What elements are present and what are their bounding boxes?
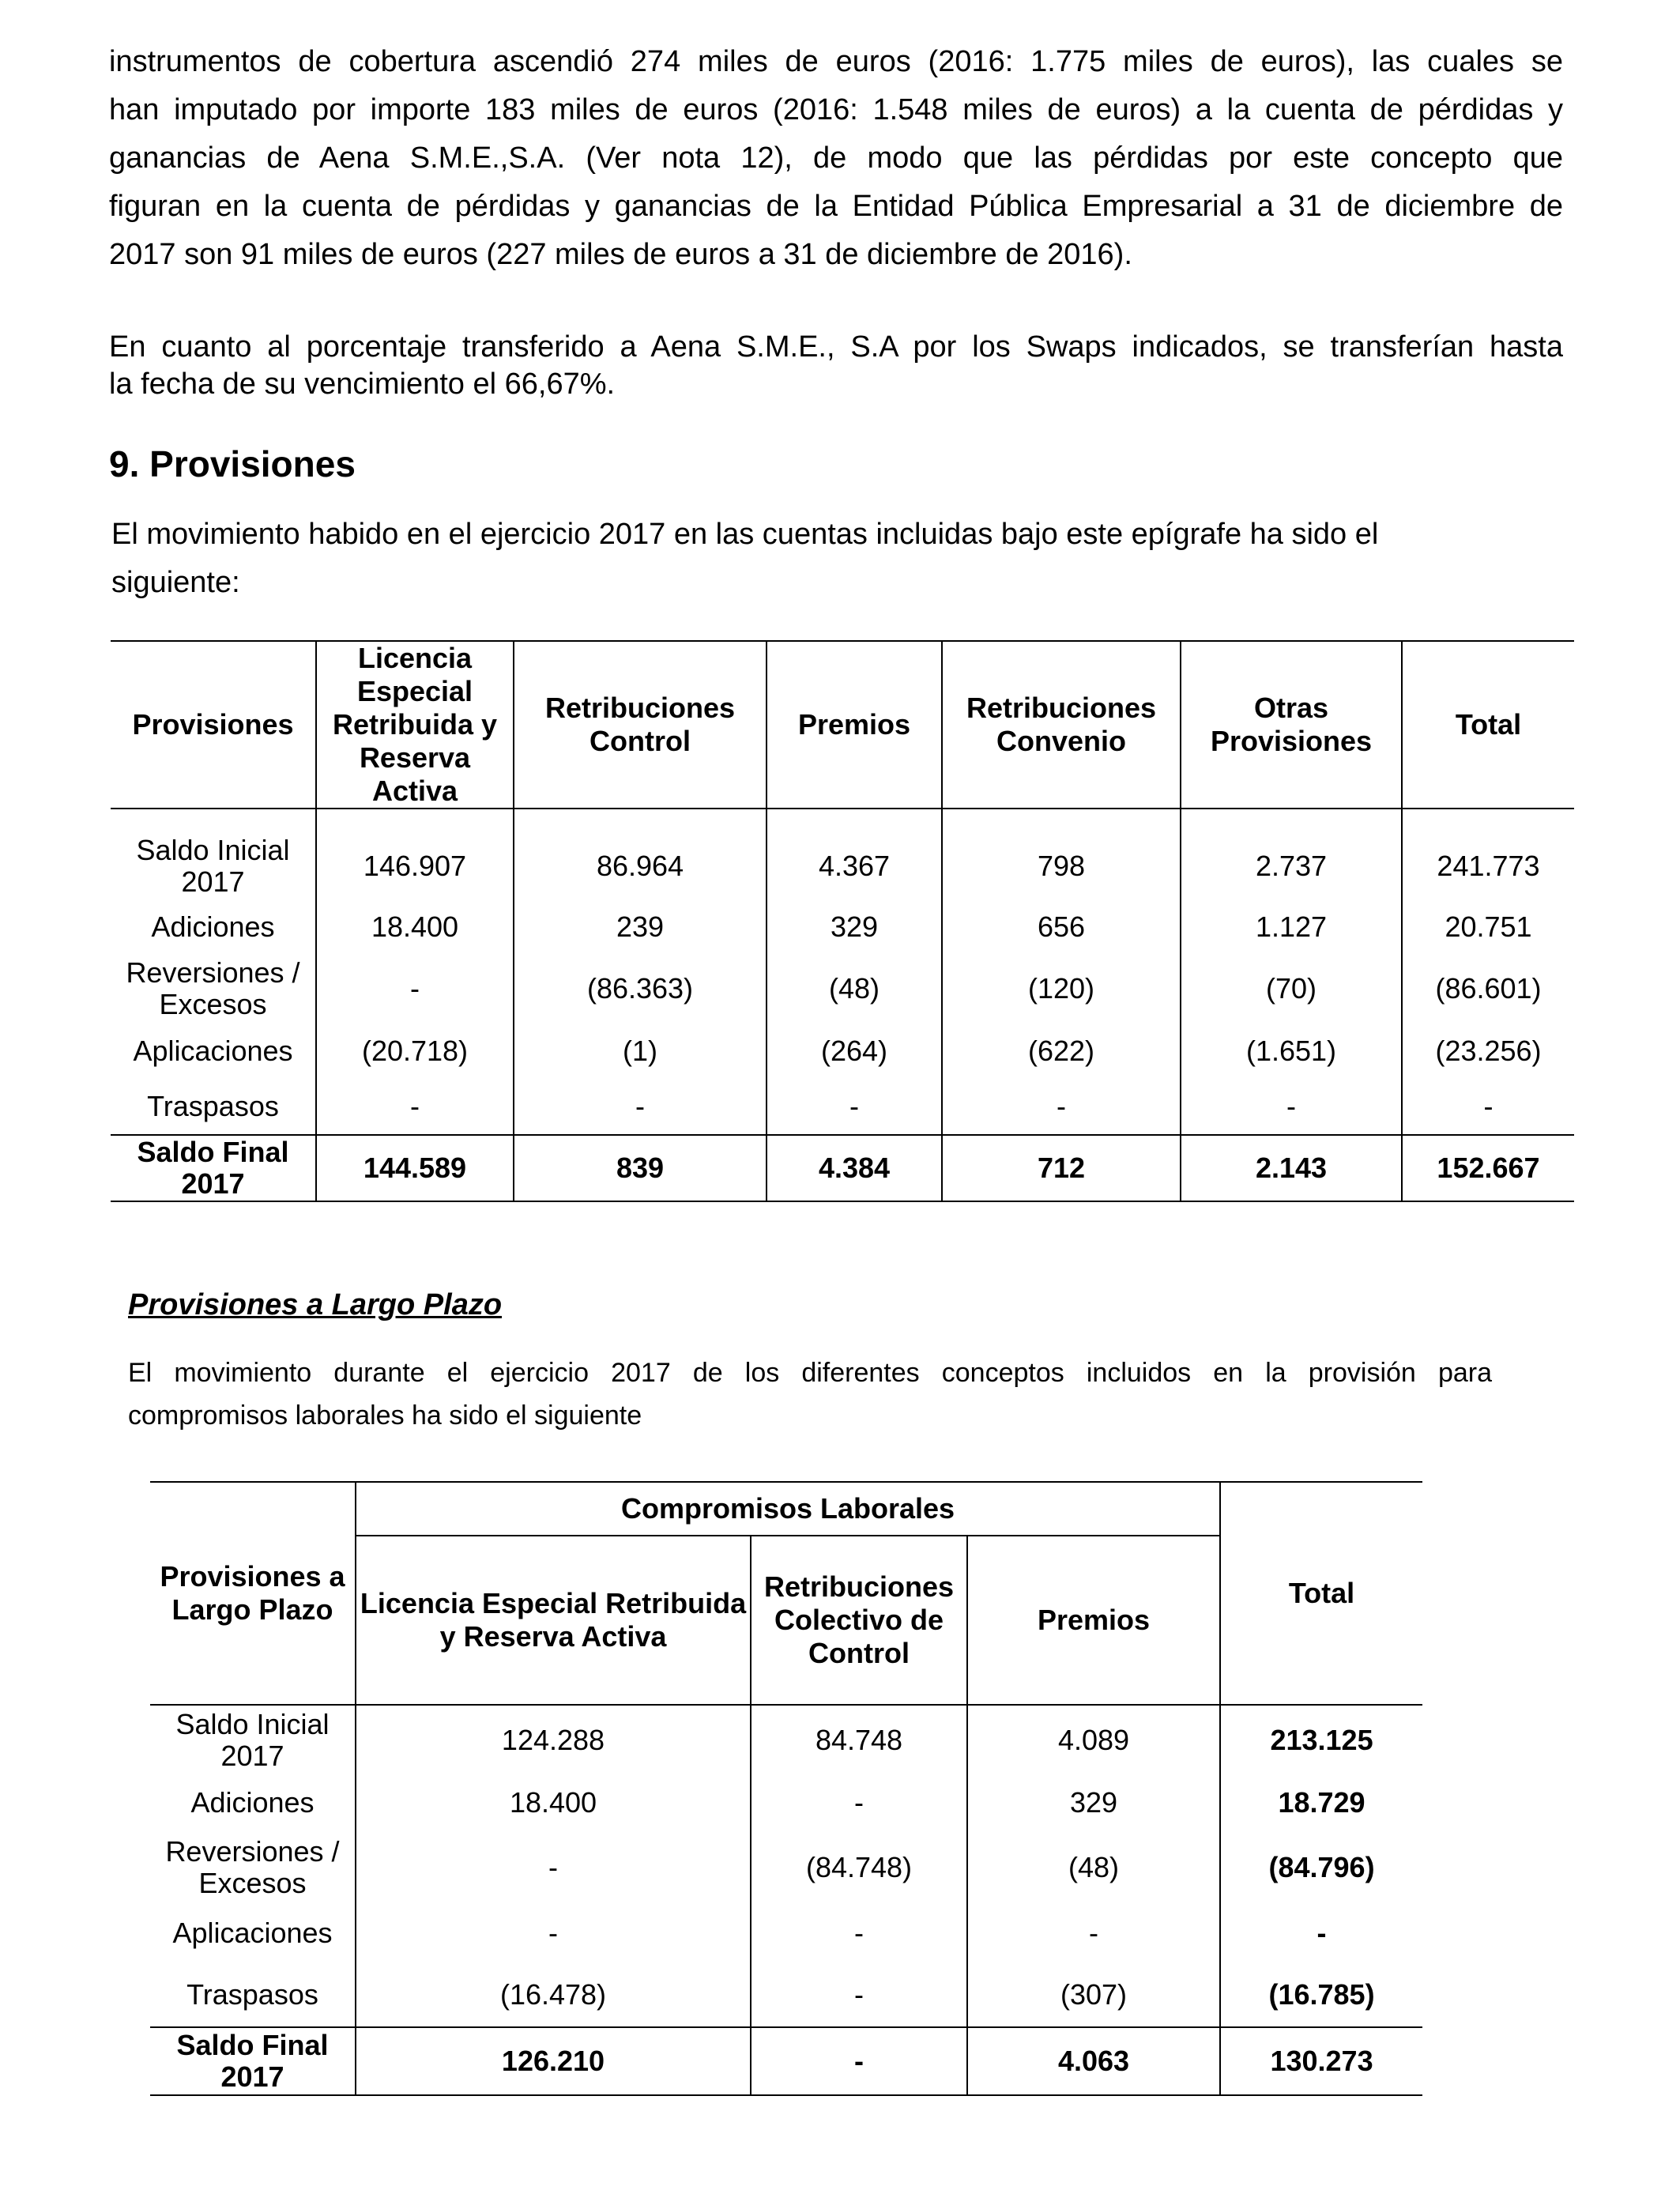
largo-plazo-line: El movimiento durante el ejercicio 2017 de los diferentes conceptos incluidos en la provisión para (128, 1358, 1492, 1388)
table-cell: 239 (514, 901, 767, 953)
column-header: Total (1220, 1482, 1422, 1705)
table-cell: 152.667 (1402, 1135, 1574, 1201)
table-cell: 18.729 (1220, 1774, 1422, 1831)
table-cell: 213.125 (1220, 1705, 1422, 1774)
table-cell: (264) (767, 1024, 942, 1078)
table-cell: 839 (514, 1135, 767, 1201)
column-header: Licencia Especial Retribuida y Reserva Activa (356, 1536, 751, 1705)
table-row (150, 1962, 1422, 2027)
table-cell: - (1181, 1078, 1402, 1135)
table-cell: 2.143 (1181, 1135, 1402, 1201)
table-cell: 84.748 (751, 1705, 967, 1774)
section-title: 9. Provisiones (109, 443, 356, 484)
row-label: Adiciones (151, 910, 275, 943)
table-row (111, 953, 1574, 1024)
intro-paragraph (109, 38, 1563, 279)
table-header-row (111, 641, 1574, 809)
table-row (150, 1705, 1422, 1774)
row-label: Saldo Final 2017 (111, 1135, 316, 1201)
table-cell: 144.589 (316, 1135, 514, 1201)
table-cell: - (751, 1962, 967, 2027)
swaps-paragraph (109, 329, 1563, 403)
table-row (150, 1774, 1422, 1831)
column-header: Retribuciones Control (514, 641, 767, 809)
table-row (111, 901, 1574, 953)
intro-line: 2017 son 91 miles de euros (227 miles de euros a 31 de diciembre de 2016). (109, 238, 1132, 271)
swaps-line: la fecha de su vencimiento el 66,67%. (109, 368, 616, 401)
table-cell: 712 (942, 1135, 1181, 1201)
table-cell: 124.288 (356, 1705, 751, 1774)
column-header: Retribuciones Convenio (942, 641, 1181, 809)
row-label: Saldo Inicial 2017 (136, 834, 290, 898)
table-cell: 126.210 (356, 2027, 751, 2095)
table-cell: 656 (942, 901, 1181, 953)
intro-line: ganancias de Aena S.M.E.,S.A. (Ver nota 12), de modo que las pérdidas por este concepto que (109, 141, 1563, 175)
table-row (111, 1078, 1574, 1135)
intro-line: instrumentos de cobertura ascendió 274 miles de euros (2016: 1.775 miles de euros), las cuales se (109, 45, 1563, 78)
subsection-title: Provisiones a Largo Plazo (128, 1288, 503, 1321)
table-cell: (84.748) (751, 1831, 967, 1904)
column-header: Premios (967, 1536, 1220, 1705)
spacer-row (111, 809, 1574, 831)
table-cell: (622) (942, 1024, 1181, 1078)
table-cell: (16.785) (1220, 1962, 1422, 2027)
table-cell: - (751, 1904, 967, 1962)
table-row (150, 1904, 1422, 1962)
total-row (150, 2027, 1422, 2095)
table-cell: 130.273 (1220, 2027, 1422, 2095)
table-cell: (307) (967, 1962, 1220, 2027)
table-cell: 4.384 (767, 1135, 942, 1201)
column-header: Retribuciones Colectivo de Control (751, 1536, 967, 1705)
table-cell: 4.089 (967, 1705, 1220, 1774)
table-cell: - (751, 2027, 967, 2095)
provisiones-table (111, 640, 1574, 1202)
intro-line: figuran en la cuenta de pérdidas y ganancias de la Entidad Pública Empresarial a 31 de diciembre de (109, 190, 1563, 223)
table-cell: 18.400 (316, 901, 514, 953)
table-cell: - (942, 1078, 1181, 1135)
column-header: Licencia Especial Retribuida y Reserva Activa (316, 641, 514, 809)
table-cell: 798 (942, 831, 1181, 901)
largo-plazo-line: compromisos laborales ha sido el siguiente (128, 1400, 642, 1431)
table-cell: 146.907 (316, 831, 514, 901)
column-header: Premios (767, 641, 942, 809)
table-cell: (23.256) (1402, 1024, 1574, 1078)
total-row (111, 1135, 1574, 1201)
table-cell: - (316, 953, 514, 1024)
column-header: Provisiones (111, 641, 316, 809)
table-cell: 2.737 (1181, 831, 1402, 901)
table-row (150, 1831, 1422, 1904)
table-cell: - (767, 1078, 942, 1135)
table-cell: - (356, 1831, 751, 1904)
table-cell: - (967, 1904, 1220, 1962)
column-header: Provisiones a Largo Plazo (150, 1482, 356, 1705)
table-cell: (84.796) (1220, 1831, 1422, 1904)
row-label: Aplicaciones (133, 1035, 293, 1067)
swaps-line: En cuanto al porcentaje transferido a Aena S.M.E., S.A por los Swaps indicados, se transferían hasta (109, 330, 1563, 364)
table-cell: (20.718) (316, 1024, 514, 1078)
intro-line: han imputado por importe 183 miles de euros (2016: 1.548 miles de euros) a la cuenta de pérdidas y (109, 93, 1563, 126)
table-cell: - (514, 1078, 767, 1135)
table-cell: (1) (514, 1024, 767, 1078)
table-cell: 18.400 (356, 1774, 751, 1831)
provisiones-intro: El movimiento habido en el ejercicio 2017 en las cuentas incluidas bajo este epígrafe ha sido el siguiente: (111, 518, 1379, 599)
table-cell: 329 (967, 1774, 1220, 1831)
table-cell: (1.651) (1181, 1024, 1402, 1078)
table-header-row (150, 1482, 1422, 1536)
table-cell: 4.367 (767, 831, 942, 901)
row-label: Traspasos (147, 1089, 279, 1122)
table-cell: (70) (1181, 953, 1402, 1024)
column-header: Total (1402, 641, 1574, 809)
table-cell: (16.478) (356, 1962, 751, 2027)
table-cell: - (751, 1774, 967, 1831)
row-label: Traspasos (186, 1977, 318, 2011)
table-cell: - (1402, 1078, 1574, 1135)
row-label: Saldo Inicial 2017 (175, 1707, 330, 1772)
column-header: Otras Provisiones (1181, 641, 1402, 809)
table-cell: 241.773 (1402, 831, 1574, 901)
largo-plazo-table (150, 1481, 1422, 2096)
table-cell: 20.751 (1402, 901, 1574, 953)
table-cell: - (316, 1078, 514, 1135)
largo-plazo-intro (128, 1351, 1492, 1437)
row-label: Aplicaciones (172, 1917, 333, 1949)
table-cell: (86.363) (514, 953, 767, 1024)
row-label: Reversiones / Excesos (165, 1835, 340, 1899)
table-cell: (48) (767, 953, 942, 1024)
table-cell: 329 (767, 901, 942, 953)
row-label: Saldo Final 2017 (150, 2027, 356, 2095)
table-cell: (86.601) (1402, 953, 1574, 1024)
group-header: Compromisos Laborales (356, 1482, 1220, 1536)
table-cell: 4.063 (967, 2027, 1220, 2095)
table-row (111, 831, 1574, 901)
table-cell: (120) (942, 953, 1181, 1024)
table-cell: - (1220, 1904, 1422, 1962)
table-row (111, 1024, 1574, 1078)
row-label: Adiciones (190, 1786, 315, 1819)
table-cell: (48) (967, 1831, 1220, 1904)
table-cell: 1.127 (1181, 901, 1402, 953)
table-cell: 86.964 (514, 831, 767, 901)
row-label: Reversiones / Excesos (126, 956, 300, 1020)
table-cell: - (356, 1904, 751, 1962)
